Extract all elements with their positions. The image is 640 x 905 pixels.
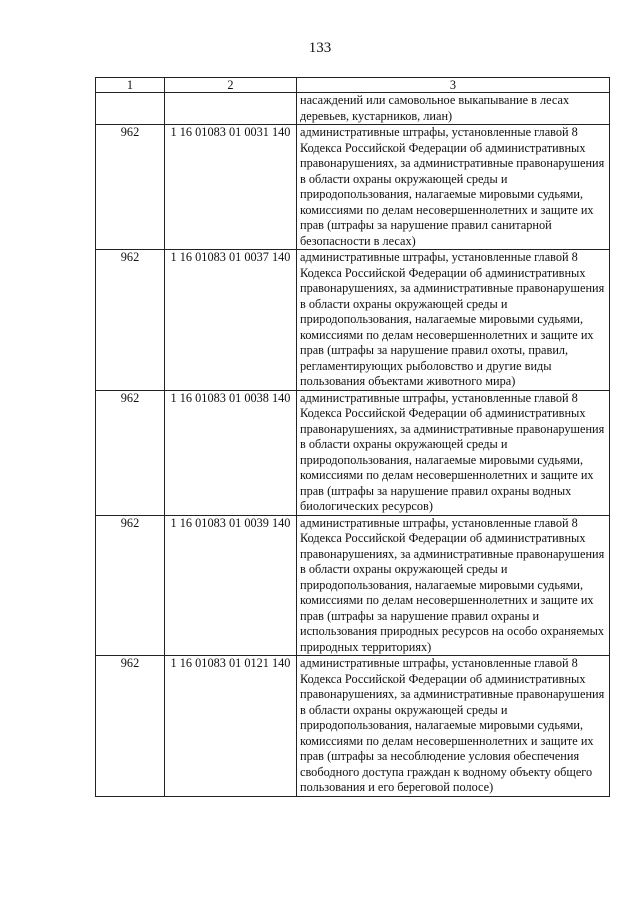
description-cell: административные штрафы, установленные главой 8 Кодекса Российской Федерации об административных правонарушениях, за административные правонарушения в области охраны окружающей среды и природопользования, налагаемые мировыми судьями, комиссиями по делам несовершеннолетних и защите их прав (штрафы за нарушение правил охоты, правил, регламентирующих рыболовство и другие виды пользования объектами животного мира)	[297, 250, 610, 391]
description-cell: насаждений или самовольное выкапывание в лесах деревьев, кустарников, лиан)	[297, 93, 610, 125]
budget-classification-code-cell: 1 16 01083 01 0038 140	[165, 390, 297, 515]
description-cell: административные штрафы, установленные главой 8 Кодекса Российской Федерации об административных правонарушениях, за административные правонарушения в области охраны окружающей среды и природопользования, налагаемые мировыми судьями, комиссиями по делам несовершеннолетних и защите их прав (штрафы за нарушение правил охраны водных биологических ресурсов)	[297, 390, 610, 515]
admin-code-cell	[96, 93, 165, 125]
table-row	[96, 125, 610, 250]
table-row	[96, 250, 610, 391]
table-row	[96, 93, 610, 125]
admin-code-cell: 962	[96, 656, 165, 797]
description-cell: административные штрафы, установленные главой 8 Кодекса Российской Федерации об административных правонарушениях, за административные правонарушения в области охраны окружающей среды и природопользования, налагаемые мировыми судьями, комиссиями по делам несовершеннолетних и защите их прав (штрафы за нарушение правил санитарной безопасности в лесах)	[297, 125, 610, 250]
admin-code-cell: 962	[96, 390, 165, 515]
budget-classification-code-cell	[165, 93, 297, 125]
budget-classification-code-cell: 1 16 01083 01 0039 140	[165, 515, 297, 656]
description-cell: административные штрафы, установленные главой 8 Кодекса Российской Федерации об административных правонарушениях, за административные правонарушения в области охраны окружающей среды и природопользования, налагаемые мировыми судьями, комиссиями по делам несовершеннолетних и защите их прав (штрафы за нарушение правил охраны и использования природных ресурсов на особо охраняемых природных территориях)	[297, 515, 610, 656]
column-header-1: 1	[96, 78, 165, 93]
table-row	[96, 515, 610, 656]
budget-classification-code-cell: 1 16 01083 01 0121 140	[165, 656, 297, 797]
table-row	[96, 390, 610, 515]
table-header-row	[96, 78, 610, 93]
admin-code-cell: 962	[96, 250, 165, 391]
admin-code-cell: 962	[96, 125, 165, 250]
description-cell: административные штрафы, установленные главой 8 Кодекса Российской Федерации об административных правонарушениях, за административные правонарушения в области охраны окружающей среды и природопользования, налагаемые мировыми судьями, комиссиями по делам несовершеннолетних и защите их прав (штрафы за несоблюдение условия обеспечения свободного доступа граждан к водному объекту общего пользования и его береговой полосе)	[297, 656, 610, 797]
page-number: 133	[308, 40, 332, 56]
admin-code-cell: 962	[96, 515, 165, 656]
budget-codes-table	[95, 77, 610, 797]
table-row	[96, 656, 610, 797]
column-header-3: 3	[297, 78, 610, 93]
budget-classification-code-cell: 1 16 01083 01 0031 140	[165, 125, 297, 250]
budget-classification-code-cell: 1 16 01083 01 0037 140	[165, 250, 297, 391]
column-header-2: 2	[165, 78, 297, 93]
